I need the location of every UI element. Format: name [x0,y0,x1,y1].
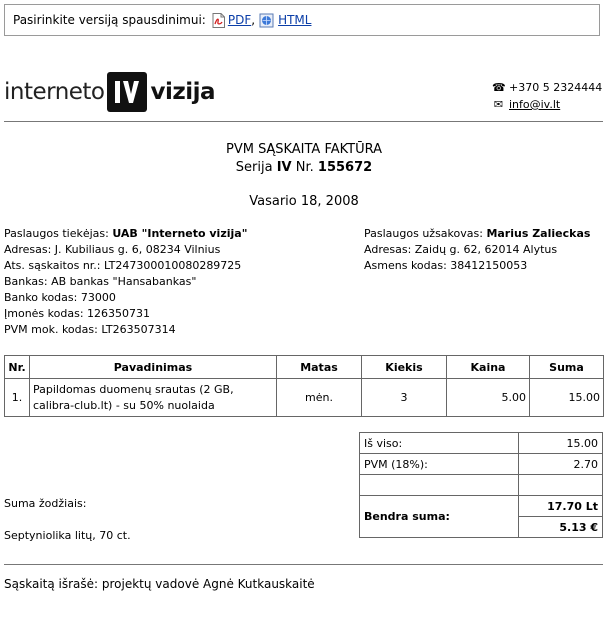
company-logo [4,72,215,112]
item-price: 5.00 [447,379,530,417]
number-prefix: Nr. [295,160,314,175]
totals-table [359,432,603,538]
grand-total-ltl: 17.70 Lt [519,496,603,517]
item-name-line2: calibra-club.lt) - su 50% nuolaida [33,398,215,412]
items-table [4,355,604,417]
total-ltl-row [360,496,603,517]
customer-personal-code: Asmens kodas: 38412150053 [364,259,528,272]
email-row [492,96,602,113]
spacer-row [360,475,603,496]
supplier-account: Ats. sąskaitos nr.: LT247300010080289725 [4,259,242,272]
customer-address: Adresas: Zaidų g. 62, 62014 Alytus [364,243,558,256]
sum-in-words-value: Septyniolika litų, 70 ct. [4,529,131,542]
supplier-name-row [4,226,247,242]
footer-divider [4,564,603,565]
vat-row [360,454,603,475]
item-name [30,379,277,417]
invoice-heading: PVM SĄSKAITA FAKTŪRA [225,142,382,157]
vat-label: PVM (18%): [360,454,519,475]
supplier-address: Adresas: J. Kubiliaus g. 6, 08234 Vilnius [4,243,221,256]
grand-total-eur: 5.13 € [519,517,603,538]
supplier-bank-code: Banko kodas: 73000 [4,291,116,304]
item-unit: mėn. [277,379,362,417]
logo-word-vizija: vizija [150,79,216,105]
spacer-cell-left [360,475,519,496]
table-row [5,379,604,417]
phone-row [492,79,602,96]
print-prompt: Pasirinkite versiją spausdinimui: [13,13,206,27]
supplier-name: UAB "Interneto vizija" [112,227,248,240]
col-header-sum: Suma [530,356,604,379]
customer-name: Marius Zalieckas [486,227,591,240]
col-header-unit: Matas [277,356,362,379]
print-version-bar [4,4,600,36]
logo-word-interneto: interneto [4,79,105,105]
supplier-bank: Bankas: AB bankas "Hansabankas" [4,275,197,288]
items-header-row [5,356,604,379]
invoice-series-line [0,160,608,175]
spacer-cell-right [519,475,603,496]
customer-name-row [364,226,590,242]
item-name-line1: Papildomas duomenų srautas (2 GB, [33,382,234,396]
phone-icon: ☎ [492,81,506,94]
supplier-vat-code: PVM mok. kodas: LT263507314 [4,323,176,336]
customer-label: Paslaugos užsakovas: [364,227,483,240]
phone-number: +370 5 2324444 [509,81,603,94]
pdf-icon[interactable] [212,13,225,28]
col-header-name: Pavadinimas [30,356,277,379]
item-nr: 1. [5,379,30,417]
email-link[interactable]: info@iv.lt [509,98,561,111]
col-header-nr: Nr. [5,356,30,379]
header-divider [4,121,603,122]
html-icon[interactable] [259,13,274,28]
subtotal-label: Iš viso: [360,433,519,454]
series-code: IV [276,160,292,175]
series-prefix: Serija [235,160,273,175]
logo-mark-icon [107,72,147,112]
contact-block [492,79,602,113]
supplier-company-code: Įmonės kodas: 126350731 [4,307,151,320]
grand-total-label: Bendra suma: [360,496,519,538]
item-sum: 15.00 [530,379,604,417]
invoice-date: Vasario 18, 2008 [249,194,359,209]
issued-by: Sąskaitą išrašė: projektų vadovė Agnė Kutkauskaitė [4,577,315,591]
supplier-label: Paslaugos tiekėjas: [4,227,109,240]
subtotal-row [360,433,603,454]
col-header-price: Kaina [447,356,530,379]
subtotal-value: 15.00 [519,433,603,454]
vat-value: 2.70 [519,454,603,475]
supplier-block [4,226,247,338]
invoice-number: 155672 [317,160,373,175]
customer-block [364,226,590,274]
col-header-qty: Kiekis [362,356,447,379]
item-qty: 3 [362,379,447,417]
pdf-link[interactable]: PDF [227,13,252,27]
html-link[interactable]: HTML [278,13,312,27]
envelope-icon: ✉ [493,98,504,111]
link-separator: , [251,13,256,27]
sum-in-words-label: Suma žodžiais: [4,497,87,510]
